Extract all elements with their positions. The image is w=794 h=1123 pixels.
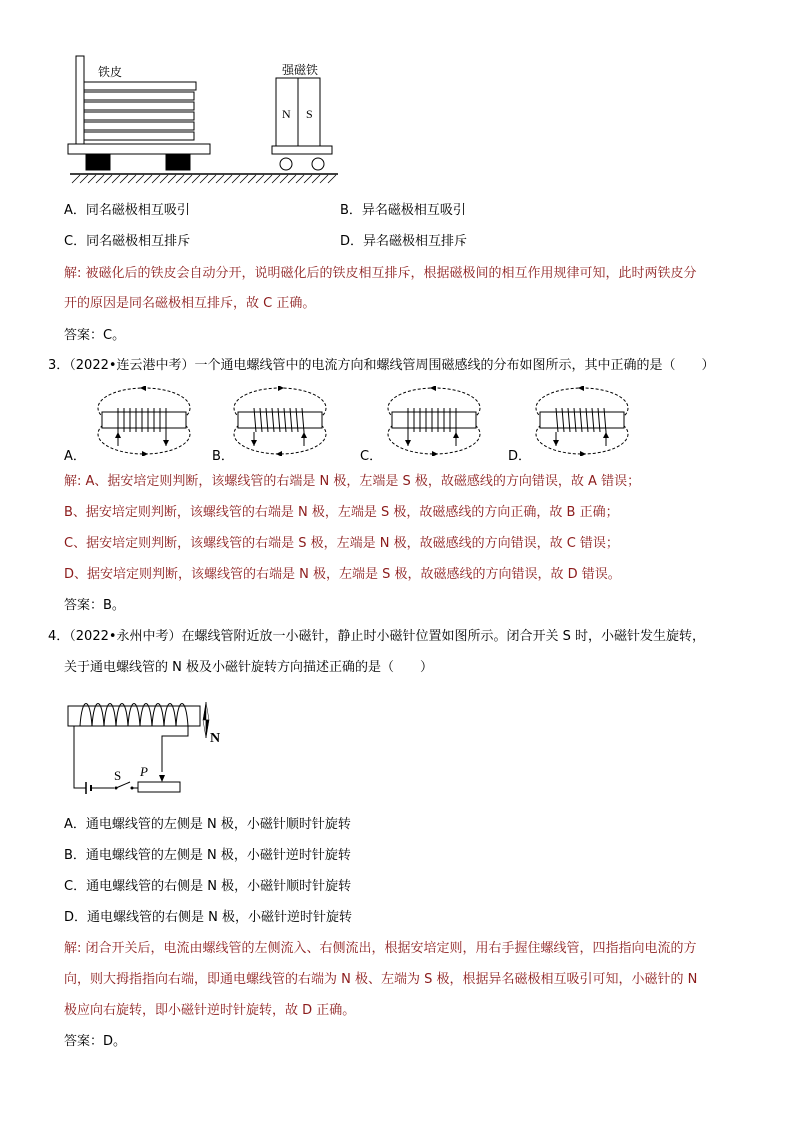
q2-option-a: A．同名磁极相互吸引 [64, 203, 190, 218]
q4-option-d: D．通电螺线管的右侧是 N 极，小磁针逆时针旋转 [64, 910, 352, 925]
pole-n-label: N [282, 107, 291, 121]
iron-magnet-figure [64, 50, 344, 190]
q2-option-d: D．异名磁极相互排斥 [340, 234, 468, 249]
q2-answer: 答案：C。 [64, 328, 126, 343]
q3-solution-line-3: C、据安培定则判断，该螺线管的右端是 S 极，左端是 N 极，故磁感线的方向错误，故 C 错误； [64, 536, 619, 551]
q2-option-b: B．异名磁极相互吸引 [340, 203, 466, 218]
pole-s-label: S [306, 107, 313, 121]
q3-figure-c-label: C． [360, 449, 383, 464]
q2-solution-line-1: 解: 被磁化后的铁皮会自动分开，说明磁化后的铁皮相互排斥，根据磁极间的相互作用规律可知，此时两铁皮分 [64, 266, 697, 281]
switch-s-label: S [114, 768, 122, 783]
q2-solution-line-2: 开的原因是同名磁极相互排斥，故 C 正确。 [64, 296, 316, 311]
needle-n-label: N [210, 731, 221, 746]
q3-figure-b [232, 386, 328, 456]
q3-figure-a [96, 386, 192, 456]
iron-sheet-cart [68, 56, 210, 170]
q3-figure-b-label: B． [212, 449, 234, 464]
q4-solution-line-2: 向，则大拇指指向右端，即通电螺线管的右端为 N 极、左端为 S 极，根据异名磁极相互吸引可知，小磁针的 N [64, 972, 698, 987]
magnet-cart [272, 78, 332, 170]
q4-answer: 答案：D。 [64, 1034, 127, 1049]
magnet-label: 强磁铁 [282, 63, 319, 77]
q4-option-b: B．通电螺线管的左侧是 N 极，小磁针逆时针旋转 [64, 848, 351, 863]
q4-stem-line-2: 关于通电螺线管的 N 极及小磁针旋转方向描述正确的是（ ） [64, 660, 433, 675]
q3-figure-d [534, 386, 630, 456]
q3-stem: 3．（2022•连云港中考）一个通电螺线管中的电流方向和螺线管周围磁感线的分布如图所示，其中正确的是（ ） [48, 358, 715, 373]
q4-solution-line-3: 极应向右旋转，即小磁针逆时针旋转，故 D 正确。 [64, 1003, 356, 1018]
q3-solution-line-1: 解: A、据安培定则判断，该螺线管的右端是 N 极，左端是 S 极，故磁感线的方向错误，故 A 错误； [64, 474, 641, 489]
slider-p-label: P [140, 764, 148, 779]
q3-solution-line-2: B、据安培定则判断，该螺线管的右端是 N 极，左端是 S 极，故磁感线的方向正确，故 B 正确； [64, 505, 619, 520]
q4-circuit-figure [64, 692, 234, 804]
q3-figure-a-label: A． [64, 449, 86, 464]
q4-solution-line-1: 解: 闭合开关后，电流由螺线管的左侧流入、右侧流出，根据安培定则，用右手握住螺线管，四指指向电流的方 [64, 941, 697, 956]
q3-answer: 答案：B。 [64, 598, 125, 613]
iron-label: 铁皮 [98, 65, 123, 79]
q4-stem-line-1: 4．（2022•永州中考）在螺线管附近放一小磁针，静止时小磁针位置如图所示。闭合开关 S 时，小磁针发生旋转， [48, 629, 706, 644]
q4-option-a: A．通电螺线管的左侧是 N 极，小磁针顺时针旋转 [64, 817, 351, 832]
q3-figure-d-label: D． [508, 449, 532, 464]
q3-solution-line-4: D、据安培定则判断，该螺线管的右端是 N 极，左端是 S 极，故磁感线的方向错误，故 D 错误。 [64, 567, 621, 582]
q3-figure-c [386, 386, 482, 456]
q4-option-c: C．通电螺线管的右侧是 N 极，小磁针顺时针旋转 [64, 879, 352, 894]
q2-option-c: C．同名磁极相互排斥 [64, 234, 191, 249]
